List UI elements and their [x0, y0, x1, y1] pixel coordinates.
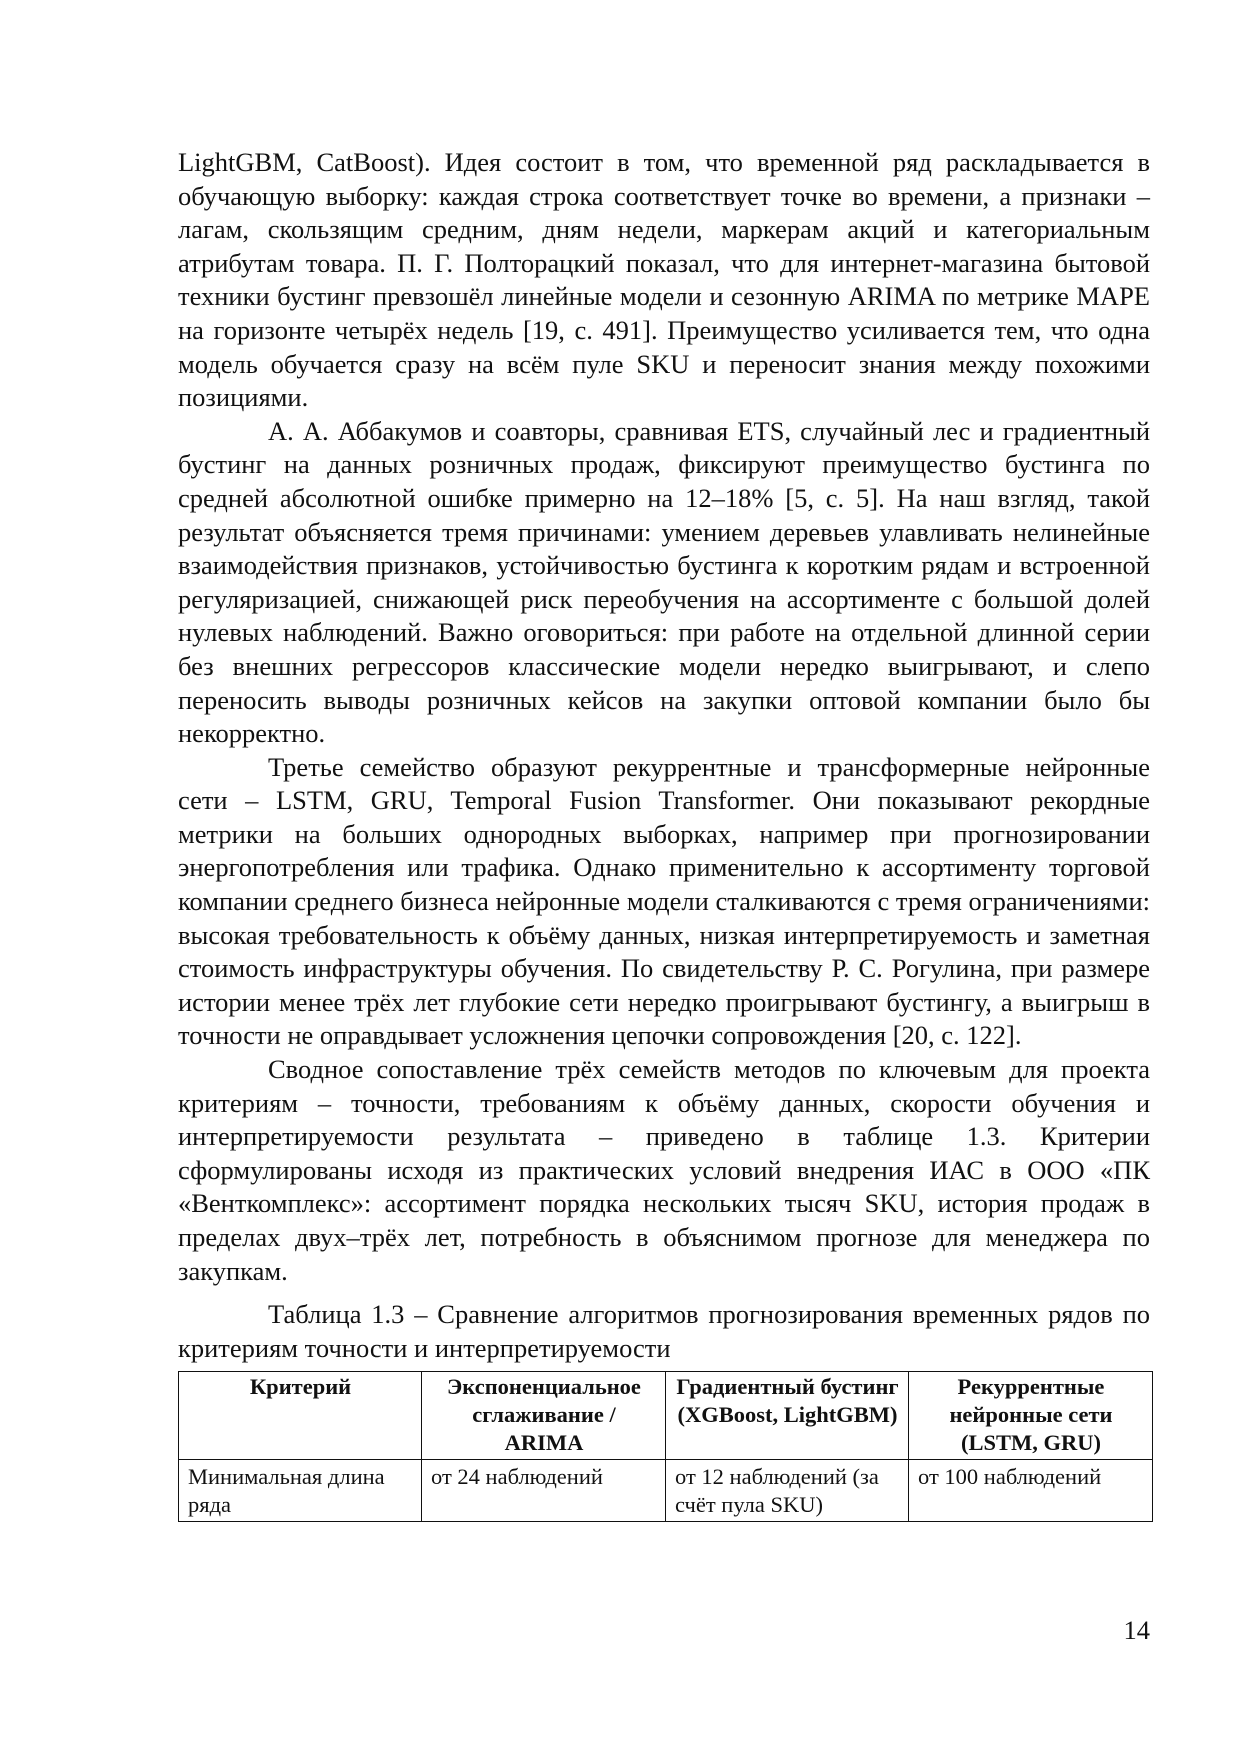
header-recurrent-networks: Рекуррентные нейронные сети (LSTM, GRU) [909, 1372, 1153, 1460]
body-paragraph-2: А. А. Аббакумов и соавторы, сравнивая ETS, случайный лес и градиентный бустинг на данных розничных продаж, фиксируют преимущество бустинга по средней абсолютной ошибке примерно на 12–18% [5, с. 5]. На наш взгляд, такой результат объясняется тремя причинами: умением деревьев улавливать нелинейные взаимодействия признаков, устойчивостью бустинга к коротким рядам и встроенной регуляризацией, снижающей риск переобучения на ассортименте с большой долей нулевых наблюдений. Важно оговориться: при работе на отдельной длинной серии без внешних регрессоров классические модели нередко выигрывают, и слепо переносить выводы розничных кейсов на закупки оптовой компании было бы некорректно. [178, 415, 1150, 749]
comparison-table [178, 1371, 1153, 1522]
body-paragraph-4: Сводное сопоставление трёх семейств методов по ключевым для проекта критериям – точности, требованиям к объёму данных, скорости обучения и интерпретируемости результата – приведено в таблице 1.3. Критерии сформулированы исходя из практических условий внедрения ИАС в ООО «ПК «Венткомплекс»: ассортимент порядка нескольких тысяч SKU, история продаж в пределах двух–трёх лет, потребность в объяснимом прогнозе для менеджера по закупкам. [178, 1054, 1150, 1286]
header-gradient-boosting: Градиентный бустинг (XGBoost, LightGBM) [666, 1372, 909, 1460]
table-cell-exponential-smoothing: от 24 наблюдений [422, 1460, 666, 1522]
page-content [178, 146, 1150, 1522]
table-cell-criterion: Минимальная длина ряда [179, 1460, 422, 1522]
header-exponential-smoothing: Экспоненциальное сглаживание / ARIMA [422, 1372, 666, 1460]
table-header-row [179, 1372, 1153, 1460]
body-paragraph-3: Третье семейство образуют рекуррентные и трансформерные нейронные сети – LSTM, GRU, Temporal Fusion Transformer. Они показывают рекордные метрики на больших однородных выборках, например при прогнозировании энергопотребления или трафика. Однако применительно к ассортименту торговой компании среднего бизнеса нейронные модели сталкиваются с тремя ограничениями: высокая требовательность к объёму данных, низкая интерпретируемость и заметная стоимость инфраструктуры обучения. По свидетельству Р. С. Рогулина, при размере истории менее трёх лет глубокие сети нередко проигрывают бустингу, а выигрыш в точности не оправдывает усложнения цепочки сопровождения [20, с. 122]. [178, 751, 1150, 1051]
table-cell-recurrent-networks: от 100 наблюдений [909, 1460, 1153, 1522]
body-paragraph-1: LightGBM, CatBoost). Идея состоит в том, что временной ряд раскладывается в обучающую выборку: каждая строка соответствует точке во времени, а признаки – лагам, скользящим средним, дням недели, маркерам акций и категориальным атрибутам товара. П. Г. Полторацкий показал, что для интернет-магазина бытовой техники бустинг превзошёл линейные модели и сезонную ARIMA по метрике MAPE на горизонте четырёх недель [19, с. 491]. Преимущество усиливается тем, что одна модель обучается сразу на всём пуле SKU и переносит знания между похожими позициями. [178, 147, 1150, 413]
table-row [179, 1460, 1153, 1522]
header-criterion: Критерий [179, 1372, 422, 1460]
table-caption: Таблица 1.3 – Сравнение алгоритмов прогнозирования временных рядов по критериям точности и интерпретируемости [178, 1299, 1150, 1363]
table-cell-gradient-boosting: от 12 наблюдений (за счёт пула SKU) [666, 1460, 909, 1522]
page-number: 14 [1123, 1615, 1150, 1645]
